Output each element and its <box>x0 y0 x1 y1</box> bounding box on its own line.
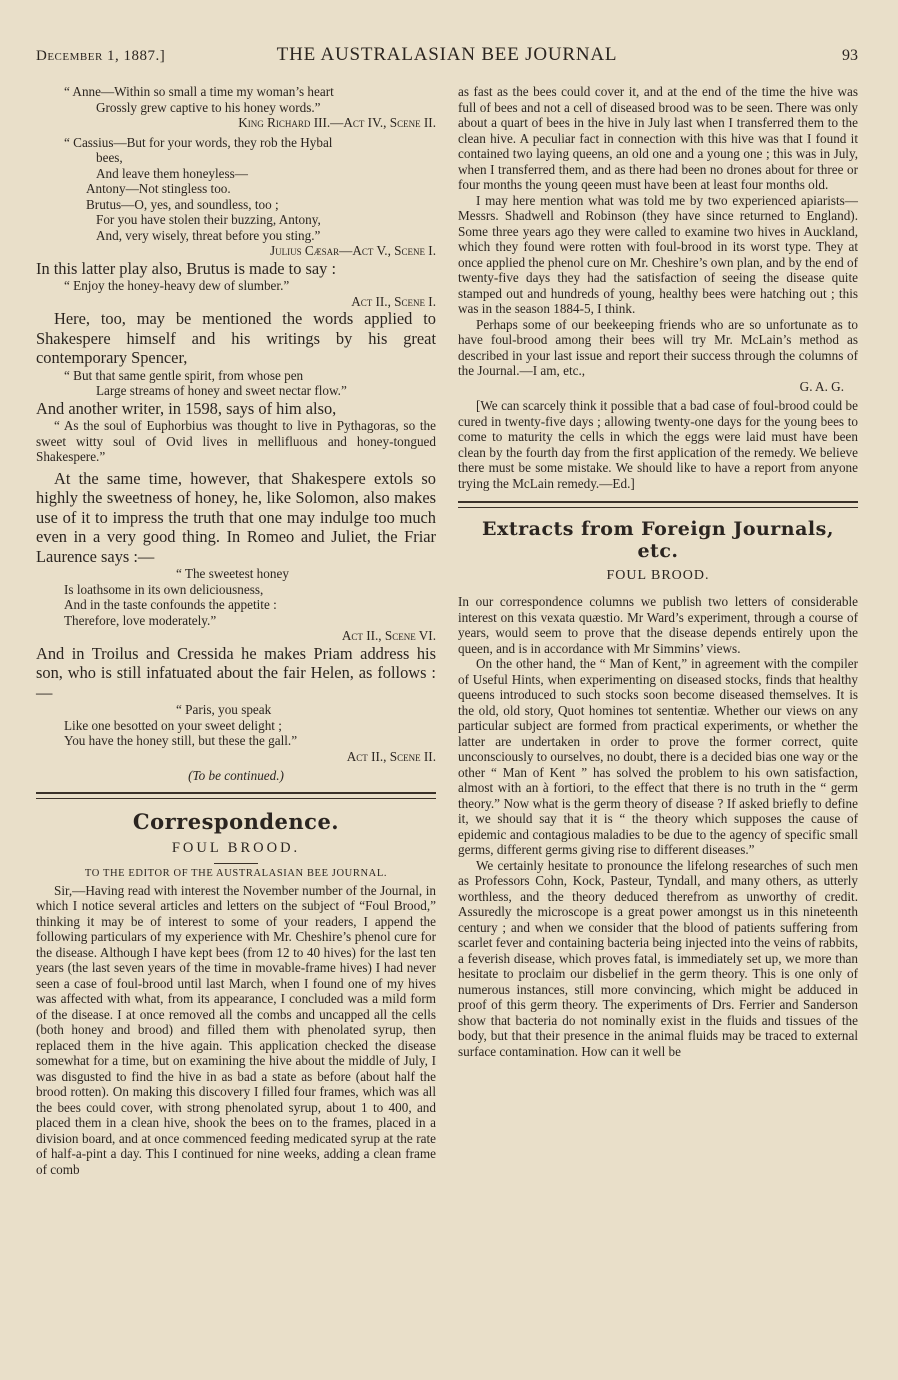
quote-line: “ Paris, you speak <box>176 702 272 717</box>
quote-line: Is loathsome in its own deliciousness, <box>64 581 264 597</box>
quote-line: And, very wisely, threat before you sting.” <box>96 227 321 243</box>
quote-reference: King Richard III.—Act IV., Scene II. <box>238 115 436 130</box>
quote-line: Large streams of honey and sweet nectar flow.” <box>96 383 347 398</box>
article-title: FOUL BROOD. <box>606 568 710 583</box>
letter-body: Perhaps some of our beekeeping friends who are so unfortunate as to have foul-brood among their bees will try Mr. McLain’s method as described in your last issue and report their success through the columns of the Journal.—I am, etc., <box>458 316 858 378</box>
body-paragraph: And in Troilus and Cressida he makes Priam address his son, who is still infatuated about the fair Helen, as follows :— <box>36 643 436 702</box>
quote-line: “ Enjoy the honey-heavy dew of slumber.” <box>64 278 290 293</box>
body-paragraph: In our correspondence columns we publish two letters of considerable interest on this vexata quæstio. Mr Ward’s experiment, through a course of years, would seem to prove that the disease depends entirely upon the queen, and is in accordance with Mr Simmins’ views. <box>458 594 858 656</box>
left-column <box>36 84 436 1177</box>
letter-body: I may here mention what was told me by two experienced apiarists—Messrs. Shadwell and Robinson (they have since returned to England). Some three years ago they were called to examine two hives in Auckland, which they found were rotten with foul-brood in its worst type. They at once applied the phenol cure on Mr. Cheshire’s own plan, and by the end of twenty-five days they had the satisfaction of seeing the disease quite stamped out and hundreds of young, healthy bees were hatching out ; this was in the season 1884-5, I think. <box>458 192 858 316</box>
to-be-continued: (To be continued.) <box>188 768 284 783</box>
issue-date: December 1, 1887.] <box>36 48 166 64</box>
quote-line: You have the honey still, but these the gall.” <box>64 733 298 748</box>
letter-address: TO THE EDITOR OF THE AUSTRALASIAN BEE JOURNAL. <box>84 867 388 879</box>
editor-note: [We can scarcely think it possible that a bad case of foul-brood could be cured in twenty-five days ; allowing twenty-one days for the young bees to come to maturity the cells in which the eggs were laid must have been clean by the fourth day from the first application of the remedy. We believe there must be some mistake. We should like to have a report from anyone trying the McLain remedy.—Ed.] <box>458 398 858 491</box>
article-title: FOUL BROOD. <box>171 839 301 856</box>
quote-reference: Act II., Scene II. <box>346 748 436 764</box>
body-paragraph: We certainly hesitate to pronounce the lifelong researches of such men as Professors Cohn, Kock, Pasteur, Tyndall, and many others, as utterly worthless, and the theory deduced therefrom as unworthy of credit. Assuredly the microscope is a great power amongst us in this nineteenth century ; and when we consider that the blood of patients suffering from scarlet fever and containing bacteria being injected into the veins of rabbits, a feverish disease, which proves fatal, is immediately set up, we more than hesitate to proclaim our disbelief in the germ theory. This is one only of numerous instances, still more convincing, which might be adduced in proof of this germ theory. The experiments of Drs. Ferrier and Sanderson show that bacteria do not nominally exist in the fluids and tissues of the body, but that their presence in the animal fluids may be traced to external surface contamination. How can it well be <box>458 857 858 1059</box>
letter-body: as fast as the bees could cover it, and at the end of the time the hive was full of bees and not a cell of diseased brood was to be seen. There was only about a quart of bees in the hive in July last when I transferred them to the clean hive. A peculiar fact in connection with this hive was that I found it contained two laying queens, an old one and a young one ; this was in July, when I transferred them, and as there had been no drones about for three or four months the young qeeen must have been at least four months old. <box>458 84 858 192</box>
correspondence-heading: Correspondence. <box>132 808 340 834</box>
quote-line: And in the taste confounds the appetite : <box>64 597 277 612</box>
quote-line: Like one besotted on your sweet delight ; <box>64 717 282 733</box>
extracts-heading: Extracts from Foreign Journals, etc. <box>482 518 834 562</box>
letter-body: Sir,—Having read with interest the November number of the Journal, in which I notice several articles and letters on the subject of “Foul Brood,” thinking it may be of interest to some of your readers, I append the following particulars of my experience with Mr. Cheshire’s phenol cure for the disease. Although I have kept bees (from 12 to 40 hives) for the last ten years (the last seven years of the time in movable-frame hives) I had never seen a case of foul-brood until last March, when I found one of my hives was affected with what, from its appearance, I concluded was a mild form of the disease. I at once removed all the combs and uncapped all the cells (both honey and brood) and filled them with phenolated syrup, then replaced them in the hive again. This application checked the disease somewhat for a time, but on examining the hive about the middle of July, I was disgusted to find the hive in as bad a state as before (about half the brood rotten). On making this discovery I filled four frames, which was all the bees could cover, with strong phenolated syrup, about 1 to 400, and placed them in a clean hive, shook the bees on to the frames, placed in a division board, and at once commenced feeding medicated syrup at the rate of half-a-pint a day. This I continued for nine weeks, adding a clean frame of comb <box>36 882 436 1177</box>
quote-line: For you have stolen their buzzing, Antony, <box>96 212 321 227</box>
letter-signature: G. A. G. <box>799 378 844 394</box>
journal-title: THE AUSTRALASIAN BEE JOURNAL <box>276 44 618 65</box>
body-paragraph: On the other hand, the “ Man of Kent,” in agreement with the compiler of Useful Hints, when experimenting on diseased stocks, finds that healthy queens introduced to such stocks soon become diseased themselves. It is the old, old story, Quot homines tot sententiæ. Whether our views on any particular subject are formed from practical experiments, or whether the latter are undertaken in order to prove the former correct, quite unconsciously to ourselves, no doubt, there is a decided bias one way or the other “ Man of Kent ” has solved the problem to his own satisfaction, almost with an à fortiori, to the effect that there is no truth in the “ germ theory.” Now what is the germ theory of disease ? If asked briefly to define it, we should say that it is “ the theory which supposes the cause of epidemic and contagious maladies to be due to the agency of specific small germs, different germs giving rise to different diseases.” <box>458 656 858 857</box>
section-divider <box>458 501 858 508</box>
quote-line: And leave them honeyless— <box>96 165 248 181</box>
section-divider <box>36 792 436 799</box>
quote-line: Grossly grew captive to his honey words.” <box>96 99 321 115</box>
quote-line: Therefore, love moderately.” <box>64 612 217 628</box>
body-paragraph: At the same time, however, that Shakespere extols so highly the sweetness of honey, he, like Solomon, also makes use of it to impress the truth that one may indulge too much even in a very good thing. In Romeo and Juliet, the Friar Laurence says :— <box>36 468 436 566</box>
quote-line: “ The sweetest honey <box>176 566 289 581</box>
short-rule <box>214 863 258 864</box>
right-column <box>458 84 858 1059</box>
page-number: 93 <box>842 47 858 64</box>
quote-line: Antony—Not stingless too. <box>86 181 231 196</box>
quote-reference: Act II., Scene VI. <box>341 628 436 643</box>
quote-line: “ But that same gentle spirit, from whose pen <box>64 367 304 383</box>
quote-line: “ Cassius—But for your words, they rob the Hybal <box>64 134 333 150</box>
body-paragraph: In this latter play also, Brutus is made to say : <box>36 258 336 278</box>
quote-reference: Act II., Scene I. <box>351 293 436 309</box>
quote-paragraph: “ As the soul of Euphorbius was thought to live in Pythagoras, so the sweet witty soul of Ovid lives in mellifluous and honey-tongued Shakespere.” <box>36 418 436 464</box>
quote-line: Brutus—O, yes, and soundless, too ; <box>86 196 279 212</box>
quote-reference: Julius Cæsar—Act V., Scene I. <box>269 243 436 258</box>
running-header <box>36 44 858 74</box>
body-paragraph: And another writer, in 1598, says of him also, <box>36 398 337 418</box>
body-paragraph: Here, too, may be mentioned the words applied to Shakespere himself and his writings by his great contemporary Spencer, <box>36 309 436 367</box>
quote-line: “ Anne—Within so small a time my woman’s heart <box>64 84 334 99</box>
quote-line: bees, <box>96 150 123 165</box>
